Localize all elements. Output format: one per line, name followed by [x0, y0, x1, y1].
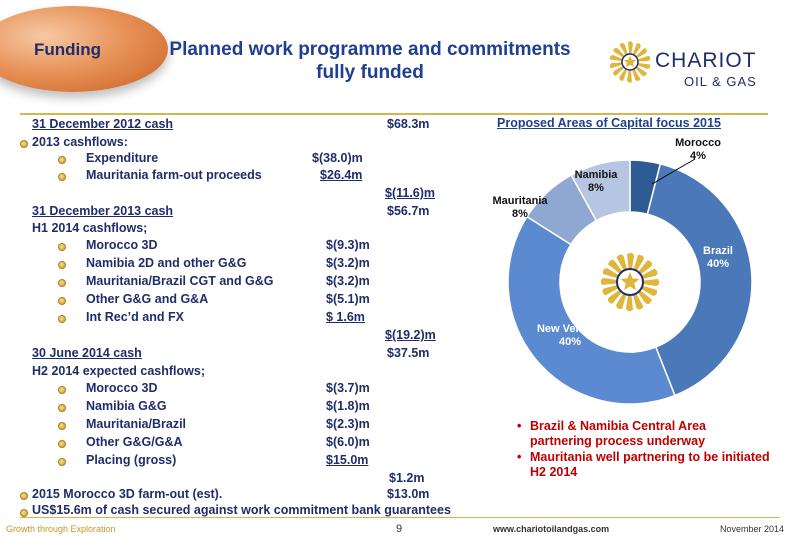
table-row-label: Namibia G&G [86, 399, 167, 413]
table-row-label: Morocco 3D [86, 381, 158, 395]
table-row-value: $(3.7)m [326, 381, 370, 395]
note-bullet: • [517, 419, 522, 433]
note-text: Mauritania well partnering to be initiated H2 2014 [530, 450, 770, 479]
gold-bullet-icon [20, 492, 28, 500]
table-row-label: Other G&G/G&A [86, 435, 183, 449]
slice-value-label: 8% [588, 182, 604, 194]
table-row-value: $68.3m [387, 117, 430, 131]
table-row-label: Mauritania farm-out proceeds [86, 168, 262, 182]
table-row-value: $(5.1)m [326, 292, 370, 306]
table-row-value: $37.5m [387, 346, 430, 360]
slice-value-label: 40% [706, 258, 730, 270]
table-row-label: 31 December 2012 cash [32, 117, 174, 131]
slice-label: Morocco [675, 137, 721, 149]
gold-bullet-icon [58, 173, 66, 181]
table-row-label: Expenditure [86, 151, 159, 165]
table-row-value: $13.0m [387, 487, 430, 501]
gold-bullet-icon [58, 279, 66, 287]
chart-title: Proposed Areas of Capital focus 2015 [497, 116, 721, 130]
table-row-value: $(3.2)m [326, 256, 370, 270]
table-row-label: Int Rec’d and FX [86, 310, 184, 324]
table-row-value: $(9.3)m [326, 238, 370, 252]
gold-bullet-icon [58, 404, 66, 412]
table-row-label: 2015 Morocco 3D farm-out (est). [32, 487, 223, 501]
donut-slice-new-venture [508, 217, 675, 404]
table-row-value: $(38.0)m [312, 151, 363, 165]
chariot-sun-logo-icon [601, 253, 659, 311]
footer-url: www.chariotoilandgas.com [493, 524, 610, 534]
table-row-value: $26.4m [320, 168, 363, 182]
chariot-sun-logo-icon [606, 38, 654, 86]
table-row-label: Mauritania/Brazil [86, 417, 187, 431]
gold-bullet-icon [58, 422, 66, 430]
gold-bullet-icon [58, 156, 66, 164]
slice-label: New Venture [536, 323, 604, 335]
footer-date: November 2014 [720, 524, 785, 534]
table-row-label: Other G&G and G&A [86, 292, 209, 306]
table-row-label: H1 2014 cashflows; [32, 221, 148, 235]
table-row-label: Morocco 3D [86, 238, 158, 252]
note-bullet: • [517, 450, 522, 464]
header-divider [20, 113, 768, 115]
table-row-value: $(19.2)m [385, 328, 436, 342]
table-row-value: $(2.3)m [326, 417, 370, 431]
gold-bullet-icon [58, 458, 66, 466]
title-line-2: fully funded [316, 62, 424, 83]
table-row-value: $ 1.6m [326, 310, 365, 324]
gold-bullet-icon [58, 261, 66, 269]
logo-sub: OIL & GAS [684, 74, 757, 89]
table-row-label: 31 December 2013 cash [32, 204, 174, 218]
footer-tagline: Growth through Exploration [6, 524, 116, 534]
slice-value-label: 4% [690, 150, 706, 162]
table-row-value: $(1.8)m [326, 399, 370, 413]
table-row-label: Mauritania/Brazil CGT and G&G [86, 274, 274, 288]
gold-bullet-icon [20, 140, 28, 148]
table-row-label: Namibia 2D and other G&G [86, 256, 247, 270]
page-number: 9 [396, 523, 403, 535]
note-text: Brazil & Namibia Central Area partnering process underway [530, 419, 706, 448]
title-line-1: Planned work programme and commitments [169, 39, 571, 60]
table-row-label: Placing (gross) [86, 453, 177, 467]
gold-bullet-icon [58, 315, 66, 323]
gold-bullet-icon [58, 440, 66, 448]
capital-focus-donut-chart [480, 132, 780, 412]
page-title [165, 38, 575, 84]
slice-label: Brazil [703, 245, 733, 257]
table-row-value: $56.7m [387, 204, 430, 218]
donut-slice-brazil [647, 164, 752, 396]
table-row-label: H2 2014 expected cashflows; [32, 364, 205, 378]
slice-label: Namibia [574, 169, 618, 181]
gold-bullet-icon [58, 297, 66, 305]
section-label: Funding [34, 40, 102, 59]
gold-bullet-icon [58, 243, 66, 251]
slice-value-label: 8% [512, 208, 528, 220]
table-row-value: $(6.0)m [326, 435, 370, 449]
gold-bullet-icon [20, 509, 28, 517]
table-row-label: US$15.6m of cash secured against work commitment bank guarantees [32, 503, 451, 517]
table-row-value: $1.2m [389, 471, 425, 485]
footer-divider [20, 517, 780, 518]
table-row-label: 30 June 2014 cash [32, 346, 142, 360]
table-row-label: 2013 cashflows: [32, 135, 128, 149]
slice-label: Mauritania [492, 195, 548, 207]
table-row-value: $(11.6)m [385, 186, 436, 200]
logo-name: CHARIOT [655, 49, 757, 72]
table-row-value: $15.0m [326, 453, 369, 467]
slice-value-label: 40% [558, 336, 582, 348]
table-row-value: $(3.2)m [326, 274, 370, 288]
gold-bullet-icon [58, 386, 66, 394]
